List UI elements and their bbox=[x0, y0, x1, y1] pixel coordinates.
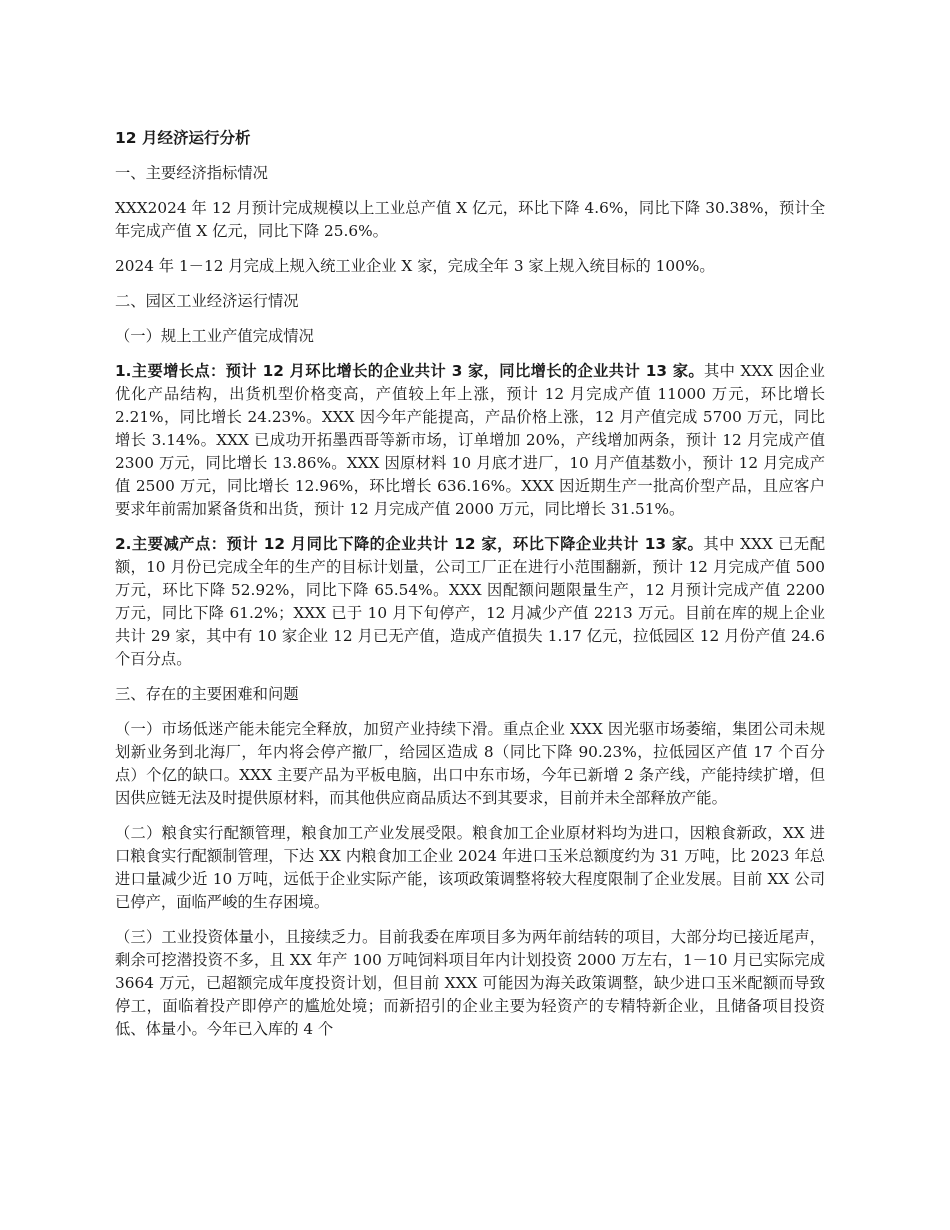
problem-1-paragraph: （一）市场低迷产能未能完全释放，加贸产业持续下滑。重点企业 XXX 因光驱市场萎缩，集团公司未规划新业务到北海厂，年内将会停产撤厂，给园区造成 8（同比下降 90.23%，拉低园区产值 17 个百分点）个亿的缺口。XXX 主要产品为平板电脑，出口中东市场，今年已新增 2 条产线，产能持续扩增，但因供应链无法及时提供原材料，而其他供应商品质达不到其要求，目前并未全部释放产能。 bbox=[115, 720, 825, 807]
section2-heading: 二、园区工业经济运行情况 bbox=[115, 292, 299, 310]
section1-paragraph-1: XXX2024 年 12 月预计完成规模以上工业总产值 X 亿元，环比下降 4.6%，同比下降 30.38%，预计全年完成产值 X 亿元，同比下降 25.6%。 bbox=[115, 199, 825, 240]
growth-lead: 1.主要增长点：预计 12 月环比增长的企业共计 3 家，同比增长的企业共计 13 家。 bbox=[115, 362, 705, 380]
decline-body: 其中 XXX 已无配额，10 月份已完成全年的生产的目标计划量，公司工厂正在进行小范围翻新，预计 12 月完成产值 500 万元，环比下降 52.92%，同比下降 65.54%。XXX 因配额问题限量生产，12 月预计完成产值 2200 万元，同比下降 61.2%；XXX 已于 10 月下旬停产，12 月减少产值 2213 万元。目前在库的规上企业共计 29 家，其中有 10 家企业 12 月已无产值，造成产值损失 1.17 亿元，拉低园区 12 月份产值 24.6 个百分点。 bbox=[115, 535, 825, 668]
decline-lead: 2.主要减产点：预计 12 月同比下降的企业共计 12 家，环比下降企业共计 13 家。 bbox=[115, 535, 704, 553]
document-page bbox=[115, 127, 825, 1053]
growth-body: 其中 XXX 因企业优化产品结构，出货机型价格变高，产值较上年上涨，预计 12 月完成产值 11000 万元，环比增长 2.21%，同比增长 24.23%。XXX 因今年产能提高，产品价格上涨，12 月产值完成 5700 万元，同比增长 3.14%。XXX 已成功开拓墨西哥等新市场，订单增加 20%，产线增加两条，预计 12 月完成产值 2300 万元，同比增长 13.86%。XXX 因原材料 10 月底才进厂，10 月产值基数小，预计 12 月完成产值 2500 万元，同比增长 12.96%，环比增长 636.16%。XXX 因近期生产一批高价型产品，且应客户要求年前需加紧备货和出货，预计 12 月完成产值 2000 万元，同比增长 31.51%。 bbox=[115, 362, 825, 518]
growth-paragraph bbox=[115, 360, 825, 521]
problem-2-paragraph: （二）粮食实行配额管理，粮食加工产业发展受限。粮食加工企业原材料均为进口，因粮食新政，XX 进口粮食实行配额制管理，下达 XX 内粮食加工企业 2024 年进口玉米总额度约为 31 万吨，比 2023 年总进口量减少近 10 万吨，远低于企业实际产能，该项政策调整将较大程度限制了企业发展。目前 XX 公司已停产，面临严峻的生存困境。 bbox=[115, 824, 825, 911]
section1-paragraph-2: 2024 年 1－12 月完成上规入统工业企业 X 家，完成全年 3 家上规入统目标的 100%。 bbox=[115, 257, 715, 275]
problem-3-paragraph: （三）工业投资体量小，且接续乏力。目前我委在库项目多为两年前结转的项目，大部分均已接近尾声，剩余可挖潜投资不多，且 XX 年产 100 万吨饲料项目年内计划投资 2000 万左右，1－10 月已实际完成 3664 万元，已超额完成年度投资计划，但目前 XXX 可能因为海关政策调整，缺少进口玉米配额而导致停工，面临着投产即停产的尴尬处境；而新招引的企业主要为轻资产的专精特新企业，且储备项目投资低、体量小。今年已入库的 4 个 bbox=[115, 928, 825, 1038]
section1-heading: 一、主要经济指标情况 bbox=[115, 164, 268, 182]
section3-heading: 三、存在的主要困难和问题 bbox=[115, 685, 299, 703]
section2-subheading-1: （一）规上工业产值完成情况 bbox=[115, 327, 314, 345]
document-title: 12 月经济运行分析 bbox=[115, 129, 251, 147]
decline-paragraph bbox=[115, 533, 825, 671]
